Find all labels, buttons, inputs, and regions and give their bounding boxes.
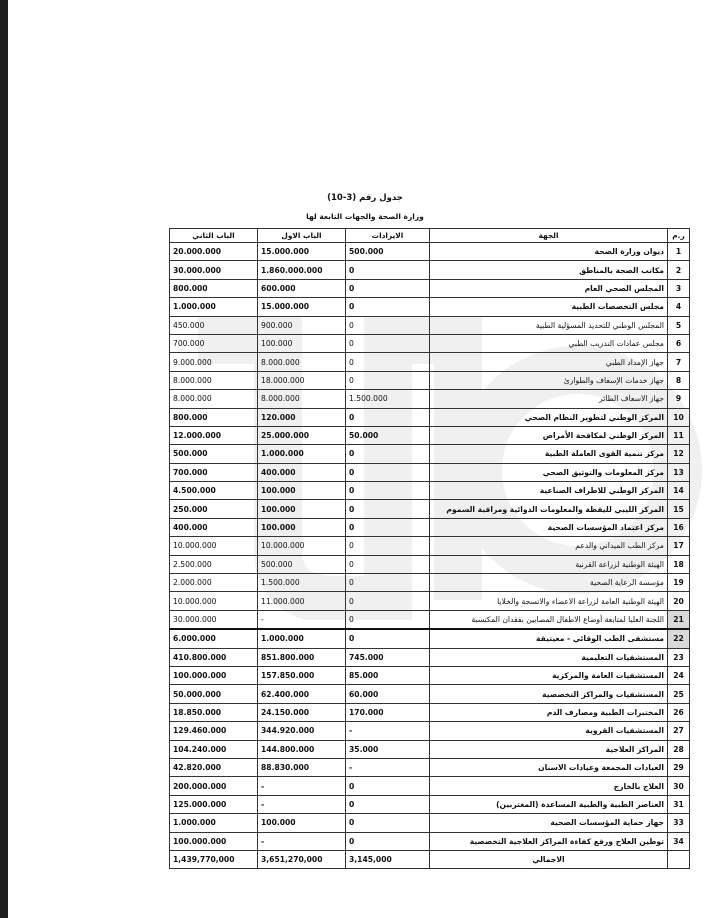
table-row [170,629,690,648]
row-number: 11 [668,426,690,444]
row-chapter2: 1.000.000 [170,814,258,832]
row-chapter2: 8.000.000 [170,390,258,408]
row-revenue: 0 [346,537,430,555]
row-chapter2: 104.240.000 [170,740,258,758]
total-label: الاجمالي [430,850,668,868]
table-row [170,500,690,518]
row-chapter1: 1.860.000.000 [258,261,346,279]
row-number: 1 [668,243,690,261]
row-number: 24 [668,666,690,684]
row-chapter2: 500.000 [170,445,258,463]
row-number: 23 [668,648,690,666]
row-chapter2: 4.500.000 [170,482,258,500]
row-chapter2: 200.000.000 [170,777,258,795]
row-entity: المركز الوطني للاطراف الصناعية [430,482,668,500]
row-entity: مؤسسة الرعاية الصحية [430,574,668,592]
row-revenue: 0 [346,574,430,592]
row-number: 4 [668,298,690,316]
row-number: 26 [668,703,690,721]
row-entity: مستشفى الطب الوقائي - معيتيقة [430,629,668,648]
row-chapter1: 344.920.000 [258,722,346,740]
row-entity: العناصر الطبية والطبية المساعدة (المغتربين) [430,795,668,813]
table-row [170,279,690,297]
row-chapter1: - [258,795,346,813]
row-revenue: 0 [346,371,430,389]
row-chapter2: 8.000.000 [170,371,258,389]
row-revenue: 0 [346,518,430,536]
table-row [170,648,690,666]
row-entity: مجلس التخصصات الطبية [430,298,668,316]
row-chapter2: 2.500.000 [170,555,258,573]
row-chapter1: 15.000.000 [258,298,346,316]
row-revenue: 0 [346,814,430,832]
row-chapter1: - [258,832,346,850]
table-row [170,334,690,352]
row-chapter2: 2.000.000 [170,574,258,592]
table-header-row [170,229,690,243]
row-chapter2: 9.000.000 [170,353,258,371]
table-row [170,371,690,389]
row-entity: المختبرات الطبية ومصارف الدم [430,703,668,721]
table-row [170,685,690,703]
row-revenue: - [346,758,430,776]
table-row [170,390,690,408]
row-revenue: 35.000 [346,740,430,758]
row-chapter1: 400.000 [258,463,346,481]
row-chapter1: 144.800.000 [258,740,346,758]
row-revenue: 0 [346,610,430,629]
row-entity: اللجنة العليا لمتابعة أوضاع الاطفال المصابين بفقدان المكتسبة [430,610,668,629]
row-entity: جهاز حماية المؤسسات الصحية [430,814,668,832]
row-entity: المستشفيات القروية [430,722,668,740]
total-chapter1: 3,651,270,000 [258,850,346,868]
table-row [170,666,690,684]
row-number: 18 [668,555,690,573]
row-number: 14 [668,482,690,500]
row-number: 3 [668,279,690,297]
row-number: 34 [668,832,690,850]
row-chapter2: 800.000 [170,279,258,297]
row-revenue: 0 [346,279,430,297]
row-chapter2: 50.000.000 [170,685,258,703]
row-number: 7 [668,353,690,371]
row-entity: ديوان وزارة الصحة [430,243,668,261]
row-chapter1: 62.400.000 [258,685,346,703]
row-chapter1: 851.800.000 [258,648,346,666]
row-number: 10 [668,408,690,426]
row-entity: المستشفيات والمراكز التخصصية [430,685,668,703]
budget-table [169,228,690,869]
row-chapter2: 20.000.000 [170,243,258,261]
row-chapter1: 100.000 [258,814,346,832]
row-chapter2: 42.820.000 [170,758,258,776]
row-chapter1: 100.000 [258,334,346,352]
row-chapter1: 100.000 [258,500,346,518]
row-chapter1: 100.000 [258,518,346,536]
row-chapter2: 6.000.000 [170,629,258,648]
row-number: 33 [668,814,690,832]
row-number: 29 [668,758,690,776]
row-entity: مركز اعتماد المؤسسات الصحية [430,518,668,536]
row-chapter1: 1.500.000 [258,574,346,592]
row-chapter1: 15.000.000 [258,243,346,261]
header-entity: الجهة [430,229,668,243]
row-chapter2: 10.000.000 [170,537,258,555]
total-revenue: 3,145,000 [346,850,430,868]
row-revenue: 0 [346,298,430,316]
row-entity: توطين العلاج ورفع كفاءة المراكز العلاجية التخصصية [430,832,668,850]
row-chapter1: 10.000.000 [258,537,346,555]
row-revenue: 1.500.000 [346,390,430,408]
table-number: جدول رقم (3-10) [327,193,403,203]
row-chapter1: 600.000 [258,279,346,297]
row-chapter1: 157.850.000 [258,666,346,684]
row-chapter1: 24.150.000 [258,703,346,721]
table-row [170,353,690,371]
table-row [170,316,690,334]
row-entity: المستشفيات العامة والمركزية [430,666,668,684]
row-chapter1: 120.000 [258,408,346,426]
table-row [170,426,690,444]
total-row [170,850,690,868]
row-revenue: 500.000 [346,243,430,261]
row-revenue: 0 [346,408,430,426]
table-row [170,482,690,500]
row-chapter1: 900.000 [258,316,346,334]
row-revenue: 0 [346,463,430,481]
row-entity: العيادات المجمعة وعيادات الاسنان [430,758,668,776]
row-chapter1: 100.000 [258,482,346,500]
table-row [170,463,690,481]
table-row [170,795,690,813]
row-revenue: 0 [346,261,430,279]
row-chapter2: 700.000 [170,463,258,481]
row-entity: الهيئة الوطنية لزراعة القرنية [430,555,668,573]
row-chapter1: 11.000.000 [258,592,346,610]
row-chapter2: 100.000.000 [170,666,258,684]
row-chapter2: 125.000.000 [170,795,258,813]
table-row [170,832,690,850]
row-revenue: 0 [346,353,430,371]
row-chapter2: 18.850.000 [170,703,258,721]
row-number: 28 [668,740,690,758]
row-revenue: 0 [346,316,430,334]
row-revenue: 0 [346,500,430,518]
table-row [170,758,690,776]
row-revenue: 50.000 [346,426,430,444]
row-number: 9 [668,390,690,408]
row-entity: مركز الطب الميداني والدعم [430,537,668,555]
table-row [170,740,690,758]
row-number: 25 [668,685,690,703]
row-number: 31 [668,795,690,813]
row-chapter1: 8.000.000 [258,390,346,408]
row-chapter1: 25.000.000 [258,426,346,444]
row-revenue: 0 [346,777,430,795]
row-chapter1: 1.000.000 [258,629,346,648]
row-chapter2: 100.000.000 [170,832,258,850]
row-chapter1: 500.000 [258,555,346,573]
row-entity: المستشفيات التعليمية [430,648,668,666]
document-page [8,0,722,918]
table-row [170,518,690,536]
row-number: 21 [668,610,690,629]
row-chapter2: 12.000.000 [170,426,258,444]
row-entity: المركز الليبي لليقظة والمعلومات الدوائية ومراقبة السموم [430,500,668,518]
row-entity: العلاج بالخارج [430,777,668,795]
row-revenue: 0 [346,832,430,850]
row-number: 16 [668,518,690,536]
table-row [170,592,690,610]
table-row [170,814,690,832]
row-entity: جهاز خدمات الإسعاف والطوارئ [430,371,668,389]
row-entity: المجلس الوطني للتحديد المسؤلية الطبية [430,316,668,334]
row-entity: المركز الوطني لمكافحة الأمراض [430,426,668,444]
row-number: 13 [668,463,690,481]
table-row [170,298,690,316]
table-subtitle: وزارة الصحة والجهات التابعة لها [306,212,424,221]
row-chapter1: 18.000.000 [258,371,346,389]
row-number: 19 [668,574,690,592]
table-body [170,243,690,851]
row-chapter2: 800.000 [170,408,258,426]
total-chapter2: 1,439,770,000 [170,850,258,868]
row-entity: مركز تنمية القوى العاملة الطبية [430,445,668,463]
row-entity: المراكز العلاجية [430,740,668,758]
row-number: 30 [668,777,690,795]
row-number: 27 [668,722,690,740]
table-row [170,722,690,740]
row-revenue: 0 [346,445,430,463]
row-entity: مكاتب الصحة بالمناطق [430,261,668,279]
table-row [170,445,690,463]
row-entity: مركز المعلومات والتوثيق الصحي [430,463,668,481]
row-chapter1: 1.000.000 [258,445,346,463]
row-number: 20 [668,592,690,610]
row-revenue: 170.000 [346,703,430,721]
row-revenue: - [346,722,430,740]
table-row [170,537,690,555]
row-entity: جهاز الاسعاف الطائر [430,390,668,408]
row-number: 12 [668,445,690,463]
row-chapter1: 88.830.000 [258,758,346,776]
header-chapter2: الباب الثاني [170,229,258,243]
row-chapter1: - [258,610,346,629]
row-chapter1: - [258,777,346,795]
header-revenue: الايرادات [346,229,430,243]
row-revenue: 0 [346,592,430,610]
row-chapter2: 700.000 [170,334,258,352]
row-revenue: 0 [346,629,430,648]
row-revenue: 0 [346,334,430,352]
table-row [170,261,690,279]
row-chapter2: 129.460.000 [170,722,258,740]
row-number: 5 [668,316,690,334]
row-number: 22 [668,629,690,648]
table-row [170,555,690,573]
row-chapter1: 8.000.000 [258,353,346,371]
row-number: 15 [668,500,690,518]
table-row [170,703,690,721]
table-row [170,777,690,795]
table-row [170,574,690,592]
row-number: 8 [668,371,690,389]
row-entity: المركز الوطني لتطوير النظام الصحي [430,408,668,426]
row-number: 6 [668,334,690,352]
row-revenue: 0 [346,795,430,813]
table-row [170,610,690,629]
row-entity: الهيئة الوطنية العامة لزراعة الاعضاء والانسجة والخلايا [430,592,668,610]
table-row [170,243,690,261]
row-entity: مجلس عمادات التدريب الطبي [430,334,668,352]
row-revenue: 0 [346,482,430,500]
row-number: 2 [668,261,690,279]
row-chapter2: 10.000.000 [170,592,258,610]
row-number: 17 [668,537,690,555]
row-entity: جهاز الإمداد الطبي [430,353,668,371]
row-revenue: 0 [346,555,430,573]
row-entity: المجلس الصحي العام [430,279,668,297]
row-revenue: 85.000 [346,666,430,684]
row-chapter2: 30.000.000 [170,610,258,629]
row-chapter2: 450.000 [170,316,258,334]
row-chapter2: 410.800.000 [170,648,258,666]
row-revenue: 60.000 [346,685,430,703]
row-chapter2: 250.000 [170,500,258,518]
header-chapter1: الباب الاول [258,229,346,243]
row-chapter2: 400.000 [170,518,258,536]
row-revenue: 745.000 [346,648,430,666]
row-chapter2: 30.000.000 [170,261,258,279]
header-num: ر.م [668,229,690,243]
row-chapter2: 1.000.000 [170,298,258,316]
table-row [170,408,690,426]
